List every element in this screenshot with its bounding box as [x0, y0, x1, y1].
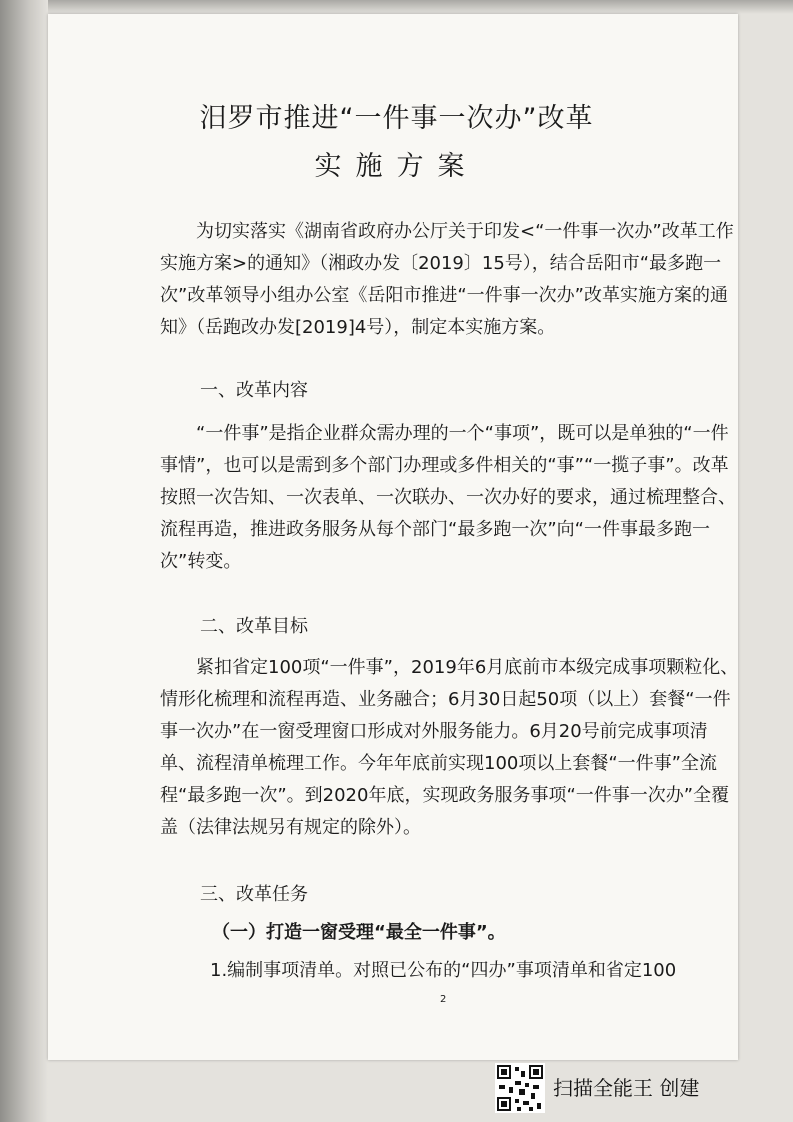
qr-code-icon [495, 1063, 545, 1113]
section1-paragraph: “一件事”是指企业群众需办理的一个“事项”，既可以是单独的“一件事情”，也可以是需到多个部门办理或多件相关的“事”“一揽子事”。改革按照一次告知、一次表单、一次联办、一次办好的要求，通过梳理整合、流程再造，推进政务服务从每个部门“最多跑一次”向“一件事最多跑一次”转变。 [160, 423, 736, 572]
scan-shadow-top [0, 0, 793, 14]
intro-paragraph: 为切实落实《湖南省政府办公厅关于印发<“一件事一次办”改革工作实施方案>的通知》（湘政办发〔2019〕15号），结合岳阳市“最多跑一次”改革领导小组办公室《岳阳市推进“一件事一次办”改革实施方案的通知》（岳跑改办发[2019]4号），制定本实施方案。 [160, 221, 734, 338]
section3-heading: 三、改革任务 [200, 884, 308, 905]
scanner-watermark-label: 扫描全能王 创建 [553, 1076, 700, 1100]
item1-paragraph: 1.编制事项清单。对照已公布的“四办”事项清单和省定100 [210, 960, 677, 981]
section2-heading: 二、改革目标 [200, 616, 308, 637]
section1-heading: 一、改革内容 [200, 380, 308, 401]
section2-paragraph: 紧扣省定100项“一件事”，2019年6月底前市本级完成事项颗粒化、情形化梳理和流程再造、业务融合；6月30日起50项（以上）套餐“一件事一次办”在一窗受理窗口形成对外服务能力。6月20号前完成事项清单、流程清单梳理工作。今年年底前实现100项以上套餐“一件事”全流程“最多跑一次”。到2020年底，实现政务服务事项“一件事一次办”全覆盖（法律法规另有规定的除外）。 [160, 657, 739, 838]
page-number: 2 [440, 994, 447, 1005]
subsection1-heading: （一）打造一窗受理“最全一件事”。 [212, 922, 506, 943]
document-title-line2: 实施方案 [314, 151, 479, 182]
document-title-line1: 汨罗市推进“一件事一次办”改革 [199, 103, 594, 134]
